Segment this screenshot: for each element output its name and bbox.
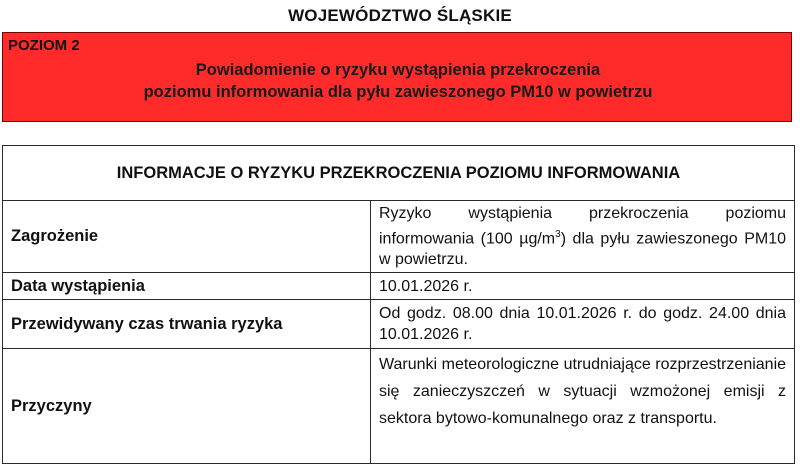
row-label-duration: Przewidywany czas trwania ryzyka (3, 300, 371, 349)
table-row (3, 201, 795, 273)
info-table (2, 145, 795, 464)
row-label-date: Data wystąpienia (3, 273, 371, 300)
row-value-duration: Od godz. 08.00 dnia 10.01.2026 r. do godz. 24.00 dnia 10.01.2026 r. (371, 300, 795, 349)
row-label-threat: Zagrożenie (3, 201, 371, 273)
alert-title (3, 59, 793, 103)
row-value-threat (371, 201, 795, 273)
alert-title-line-1: Powiadomienie o ryzyku wystąpienia przekroczenia (195, 61, 601, 79)
alert-title-line-2: poziomu informowania dla pyłu zawieszonego PM10 w powietrzu (143, 83, 653, 101)
alert-level: POZIOM 2 (8, 37, 80, 54)
row-value-causes: Warunki meteorologiczne utrudniające rozprzestrzenianie się zanieczyszczeń w sytuacji wzmożonej emisji z sektora bytowo-komunalnego oraz z transportu. (371, 349, 795, 464)
region-title: WOJEWÓDZTWO ŚLĄSKIE (288, 6, 512, 25)
table-row (3, 349, 795, 464)
row-value-date: 10.01.2026 r. (371, 273, 795, 300)
alert-banner (2, 32, 792, 122)
table-header: INFORMACJE O RYZYKU PRZEKROCZENIA POZIOMU INFORMOWANIA (3, 146, 795, 201)
table-row (3, 273, 795, 300)
threat-text-part-2: ) dla pyłu zawieszonego PM10 w powietrzu. (379, 230, 787, 269)
threat-superscript: 3 (555, 229, 561, 240)
row-label-causes: Przyczyny (3, 349, 371, 464)
table-row (3, 300, 795, 349)
table-header-row (3, 146, 795, 201)
threat-text-part-1: Ryzyko wystąpienia przekroczenia poziomu informowania (100 µg/m (379, 205, 787, 248)
